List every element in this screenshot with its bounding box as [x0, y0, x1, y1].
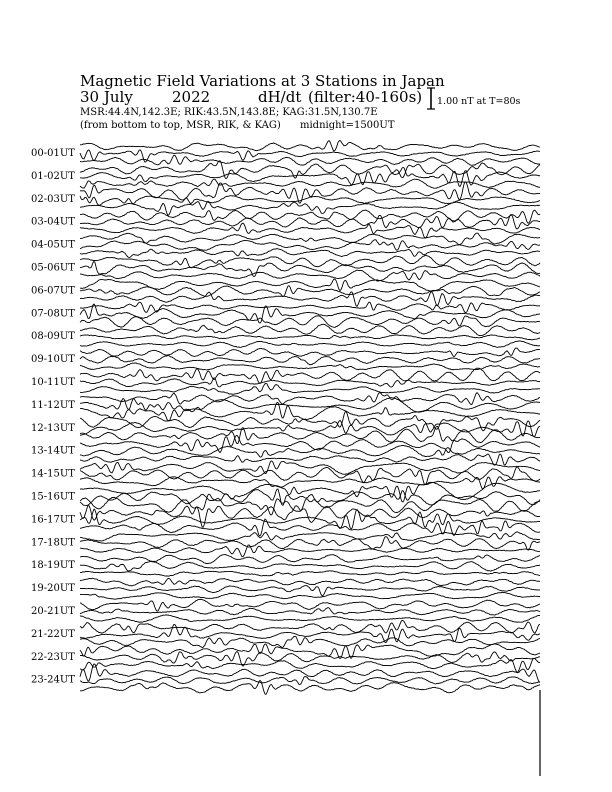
- trace-msr-21: [80, 636, 540, 647]
- trace-msr-8: [80, 341, 540, 348]
- trace-msr-19: [80, 592, 540, 599]
- trace-msr-17: [80, 545, 540, 557]
- hour-label-15: 15-16UT: [31, 491, 75, 503]
- trace-rik-20: [80, 608, 540, 616]
- hour-label-18: 18-19UT: [31, 560, 75, 572]
- midnight-note: midnight=1500UT: [300, 120, 395, 131]
- trace-msr-13: [80, 454, 540, 465]
- hour-label-4: 04-05UT: [31, 239, 75, 251]
- trace-msr-5: [80, 270, 540, 281]
- trace-msr-6: [80, 292, 540, 307]
- hour-label-23: 23-24UT: [31, 674, 75, 686]
- quantity-label: dH/dt: [258, 88, 302, 106]
- hour-label-7: 07-08UT: [31, 308, 75, 320]
- trace-msr-3: [80, 223, 540, 238]
- trace-kag-4: [80, 233, 540, 245]
- hour-label-12: 12-13UT: [31, 422, 75, 434]
- filter-label: (filter:40-160s): [308, 88, 423, 106]
- trace-rik-9: [80, 356, 540, 365]
- trace-msr-9: [80, 363, 540, 370]
- trace-msr-2: [80, 201, 540, 215]
- trace-kag-7: [80, 302, 540, 312]
- trace-msr-22: [80, 658, 540, 672]
- trace-rik-13: [80, 445, 540, 457]
- trace-rik-10: [80, 378, 540, 387]
- trace-rik-16: [80, 509, 540, 529]
- trace-kag-3: [80, 210, 540, 223]
- trace-rik-8: [80, 335, 540, 340]
- trace-msr-18: [80, 571, 540, 577]
- trace-rik-0: [80, 150, 540, 162]
- hour-label-2: 02-03UT: [31, 193, 75, 205]
- trace-msr-14: [80, 477, 540, 489]
- scale-label: 1.00 nT at T=80s: [437, 96, 521, 107]
- trace-kag-16: [80, 506, 540, 528]
- hour-label-9: 09-10UT: [31, 354, 75, 366]
- trace-kag-10: [80, 368, 540, 383]
- hour-label-17: 17-18UT: [31, 537, 75, 549]
- trace-kag-11: [80, 393, 540, 405]
- trace-msr-20: [80, 615, 540, 623]
- scale-bar: [427, 88, 521, 109]
- hour-label-11: 11-12UT: [31, 399, 75, 411]
- hour-label-1: 01-02UT: [31, 170, 75, 182]
- hour-label-8: 08-09UT: [31, 331, 75, 343]
- date-day: 30 July: [80, 88, 133, 106]
- hour-label-10: 10-11UT: [31, 377, 75, 388]
- hour-label-13: 13-14UT: [31, 445, 75, 457]
- hour-label-3: 03-04UT: [31, 216, 75, 228]
- trace-msr-12: [80, 426, 540, 443]
- trace-kag-9: [80, 348, 540, 357]
- trace-msr-23: [80, 680, 540, 694]
- hour-label-0: 00-01UT: [31, 148, 75, 159]
- trace-kag-5: [80, 255, 540, 267]
- trace-kag-17: [80, 532, 540, 541]
- hour-label-21: 21-22UT: [31, 628, 75, 640]
- trace-rik-17: [80, 537, 540, 551]
- hour-label-14: 14-15UT: [31, 468, 75, 480]
- hour-labels: [31, 148, 75, 686]
- date-year: 2022: [172, 88, 211, 106]
- trace-kag-12: [80, 412, 540, 431]
- hour-label-22: 22-23UT: [31, 651, 75, 663]
- trace-kag-21: [80, 620, 540, 633]
- trace-kag-19: [80, 578, 540, 586]
- station-order-note: (from bottom to top, MSR, RIK, & KAG): [80, 120, 281, 131]
- trace-kag-0: [80, 140, 540, 151]
- trace-kag-6: [80, 279, 540, 291]
- trace-rik-1: [80, 167, 540, 186]
- trace-kag-20: [80, 599, 540, 611]
- hour-label-16: 16-17UT: [31, 514, 75, 526]
- trace-rik-6: [80, 286, 540, 297]
- trace-area: [80, 140, 540, 694]
- hour-label-5: 05-06UT: [31, 262, 75, 274]
- trace-kag-14: [80, 461, 540, 474]
- trace-msr-7: [80, 316, 540, 328]
- trace-rik-18: [80, 562, 540, 572]
- trace-rik-3: [80, 215, 540, 230]
- station-coordinates: MSR:44.4N,142.3E; RIK:43.5N,143.8E; KAG:31.5N,130.7E: [80, 107, 378, 118]
- trace-rik-23: [80, 677, 540, 685]
- trace-kag-8: [80, 324, 540, 335]
- chart-title: Magnetic Field Variations at 3 Stations in Japan: [80, 72, 445, 90]
- trace-msr-4: [80, 249, 540, 258]
- trace-msr-1: [80, 179, 540, 188]
- hour-label-6: 06-07UT: [31, 285, 75, 297]
- hour-label-20: 20-21UT: [31, 606, 75, 617]
- trace-rik-22: [80, 652, 540, 667]
- hour-label-19: 19-20UT: [31, 583, 75, 595]
